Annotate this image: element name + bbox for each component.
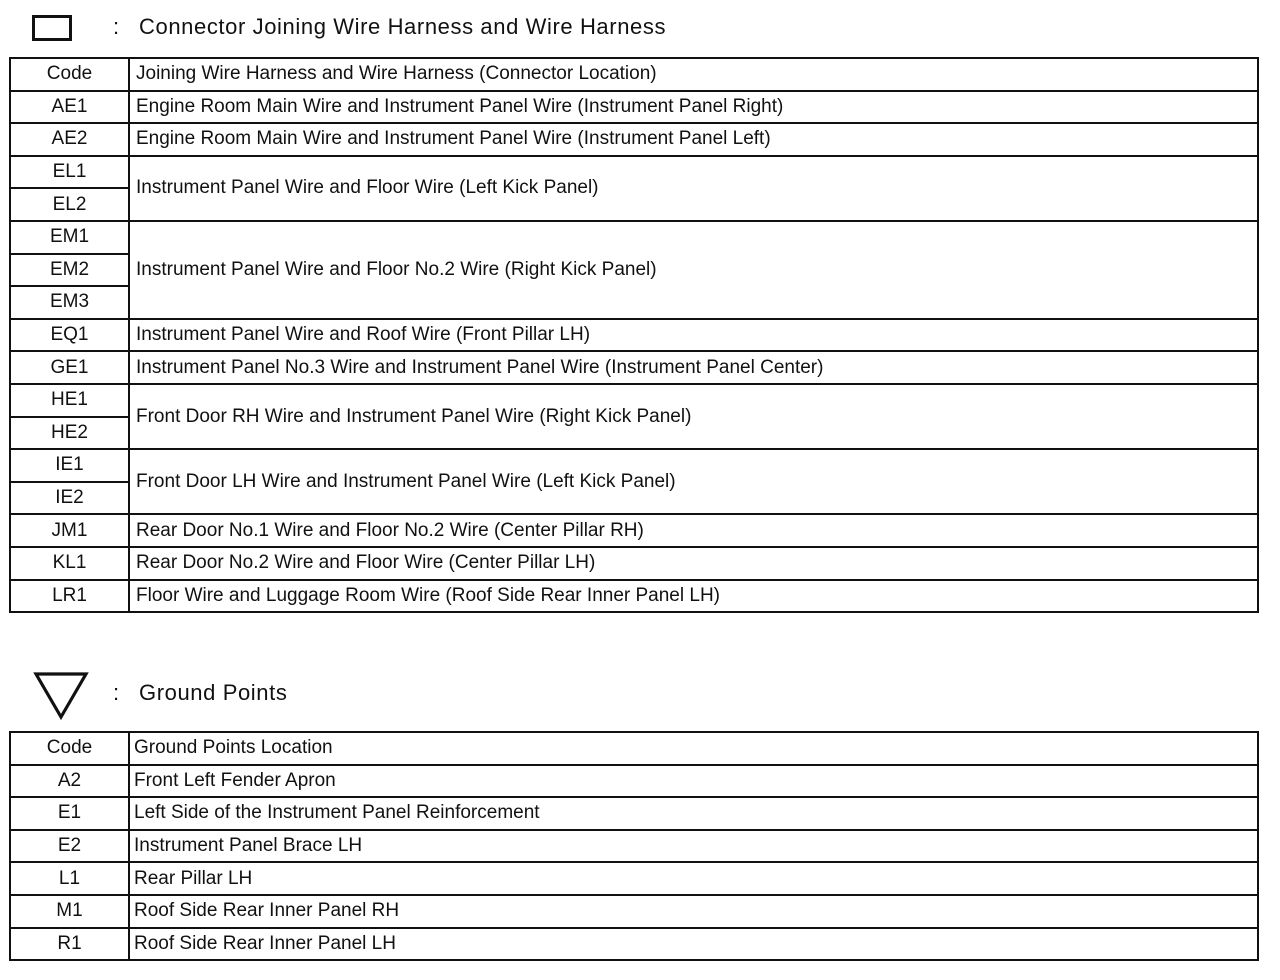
ground-description-cell: Left Side of the Instrument Panel Reinforcement xyxy=(129,797,1258,830)
connector-table-body xyxy=(10,58,1258,612)
table-row xyxy=(10,895,1258,928)
connector-description-cell: Front Door RH Wire and Instrument Panel Wire (Right Kick Panel) xyxy=(129,384,1258,449)
connector-code-cell: IE2 xyxy=(10,482,129,515)
ground-legend xyxy=(0,670,1280,722)
ground-table-header-row xyxy=(10,732,1258,765)
table-row xyxy=(10,928,1258,961)
ground-description-cell: Rear Pillar LH xyxy=(129,862,1258,895)
connector-code-cell: LR1 xyxy=(10,580,129,613)
connector-description-cell: Instrument Panel Wire and Floor Wire (Left Kick Panel) xyxy=(129,156,1258,221)
connector-code-cell: AE1 xyxy=(10,91,129,124)
ground-table xyxy=(9,731,1259,961)
table-row xyxy=(10,580,1258,613)
connector-code-cell: EQ1 xyxy=(10,319,129,352)
table-row xyxy=(10,156,1258,189)
table-row xyxy=(10,547,1258,580)
table-row xyxy=(10,351,1258,384)
ground-header-description: Ground Points Location xyxy=(129,732,1258,765)
table-row xyxy=(10,449,1258,482)
table-row xyxy=(10,319,1258,352)
ground-description-cell: Instrument Panel Brace LH xyxy=(129,830,1258,863)
connector-description-cell: Instrument Panel Wire and Floor No.2 Wire (Right Kick Panel) xyxy=(129,221,1258,319)
connector-code-cell: EM1 xyxy=(10,221,129,254)
ground-description-cell: Front Left Fender Apron xyxy=(129,765,1258,798)
connector-description-cell: Rear Door No.1 Wire and Floor No.2 Wire (Center Pillar RH) xyxy=(129,514,1258,547)
table-row xyxy=(10,91,1258,124)
connector-code-cell: HE1 xyxy=(10,384,129,417)
table-row xyxy=(10,830,1258,863)
connector-code-cell: JM1 xyxy=(10,514,129,547)
table-row xyxy=(10,862,1258,895)
connector-description-cell: Rear Door No.2 Wire and Floor Wire (Center Pillar LH) xyxy=(129,547,1258,580)
ground-code-cell: L1 xyxy=(10,862,129,895)
connector-description-cell: Engine Room Main Wire and Instrument Panel Wire (Instrument Panel Right) xyxy=(129,91,1258,124)
connector-description-cell: Front Door LH Wire and Instrument Panel Wire (Left Kick Panel) xyxy=(129,449,1258,514)
ground-legend-title: Ground Points xyxy=(139,680,288,705)
connector-header-code: Code xyxy=(10,58,129,91)
table-row xyxy=(10,123,1258,156)
connector-description-cell: Engine Room Main Wire and Instrument Panel Wire (Instrument Panel Left) xyxy=(129,123,1258,156)
table-row xyxy=(10,221,1258,254)
connector-legend-title: Connector Joining Wire Harness and Wire Harness xyxy=(139,14,667,39)
ground-table-body xyxy=(10,732,1258,960)
connector-code-cell: EL1 xyxy=(10,156,129,189)
connector-code-cell: GE1 xyxy=(10,351,129,384)
connector-description-cell: Floor Wire and Luggage Room Wire (Roof Side Rear Inner Panel LH) xyxy=(129,580,1258,613)
ground-header-code: Code xyxy=(10,732,129,765)
ground-description-cell: Roof Side Rear Inner Panel LH xyxy=(129,928,1258,961)
connector-legend-colon: : xyxy=(113,14,120,39)
connector-code-cell: AE2 xyxy=(10,123,129,156)
ground-code-cell: M1 xyxy=(10,895,129,928)
connector-description-cell: Instrument Panel No.3 Wire and Instrument Panel Wire (Instrument Panel Center) xyxy=(129,351,1258,384)
connector-header-description: Joining Wire Harness and Wire Harness (Connector Location) xyxy=(129,58,1258,91)
connector-code-cell: EM2 xyxy=(10,254,129,287)
table-row xyxy=(10,384,1258,417)
connector-description-cell: Instrument Panel Wire and Roof Wire (Front Pillar LH) xyxy=(129,319,1258,352)
table-row xyxy=(10,765,1258,798)
connector-table xyxy=(9,57,1259,613)
ground-code-cell: A2 xyxy=(10,765,129,798)
ground-code-cell: R1 xyxy=(10,928,129,961)
connector-legend xyxy=(0,8,1280,48)
ground-triangle-icon xyxy=(32,670,90,722)
ground-code-cell: E2 xyxy=(10,830,129,863)
ground-code-cell: E1 xyxy=(10,797,129,830)
table-row xyxy=(10,514,1258,547)
connector-code-cell: IE1 xyxy=(10,449,129,482)
ground-legend-colon: : xyxy=(113,680,120,705)
connector-code-cell: KL1 xyxy=(10,547,129,580)
connector-code-cell: EM3 xyxy=(10,286,129,319)
connector-code-cell: EL2 xyxy=(10,188,129,221)
ground-description-cell: Roof Side Rear Inner Panel RH xyxy=(129,895,1258,928)
table-row xyxy=(10,797,1258,830)
connector-code-cell: HE2 xyxy=(10,417,129,450)
connector-table-header-row xyxy=(10,58,1258,91)
connector-square-icon xyxy=(32,15,72,41)
